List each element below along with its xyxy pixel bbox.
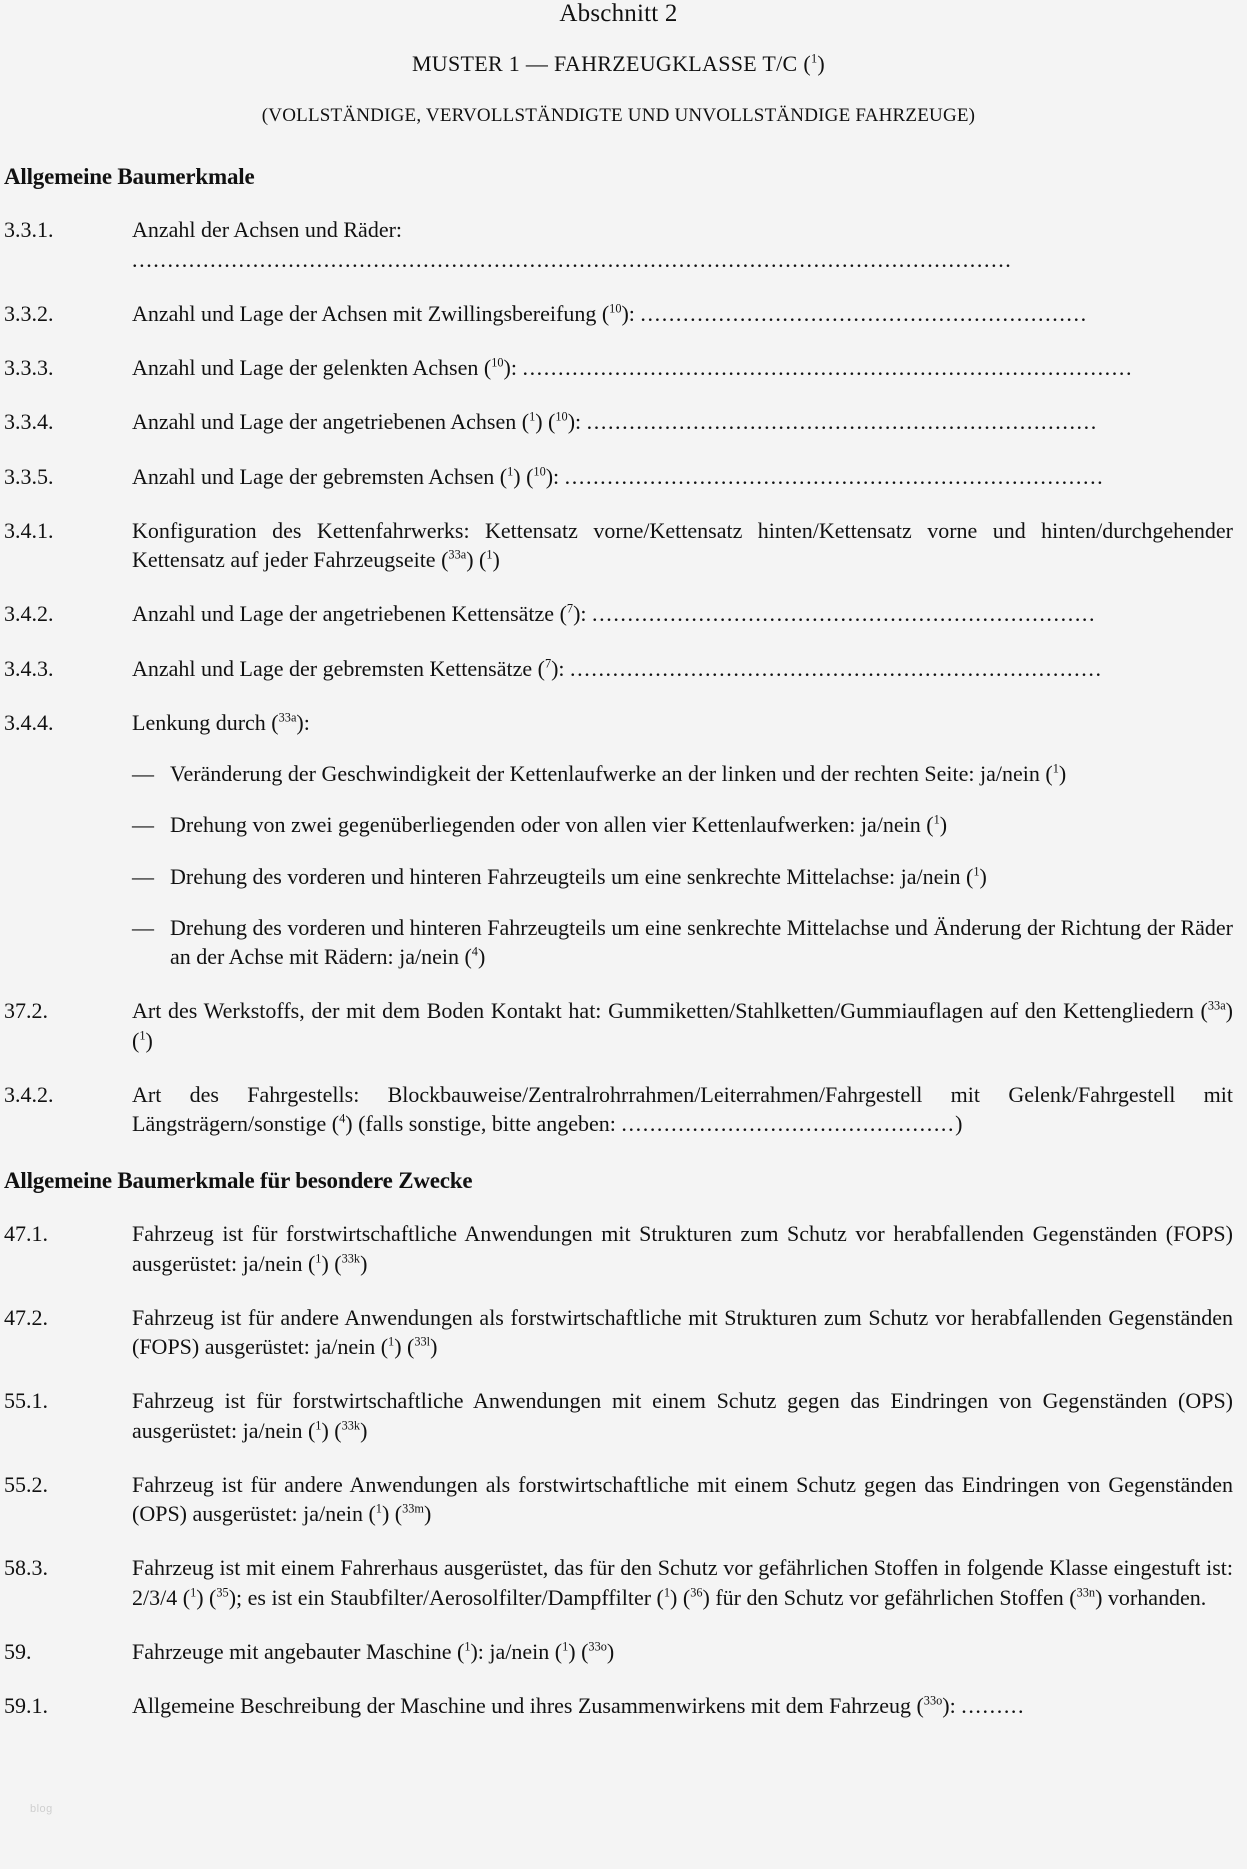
item-label-cont: ) ( [321, 1417, 342, 1443]
item-3-3-2 [4, 299, 1233, 328]
item-text [132, 1553, 1233, 1612]
item-47-1 [4, 1219, 1233, 1278]
item-label-cont3: ) [606, 1638, 615, 1664]
footnote-ref-2: 10 [533, 464, 546, 479]
item-3-3-1 [4, 215, 1233, 274]
footnote-ref: 33a [278, 710, 297, 725]
footnote-ref: 33o [923, 1693, 943, 1708]
page-watermark: blog [30, 1803, 53, 1815]
item-label: Fahrzeug ist für andere Anwendungen als forstwirtschaftliche mit einem Schutz gegen das Eindringen von Gegenständen (OPS) ausgerüstet: ja/nein ( [132, 1471, 1233, 1526]
item-58-3 [4, 1553, 1233, 1612]
leader-dots: ........................................................................... [570, 655, 1103, 681]
item-59-1 [4, 1691, 1233, 1720]
footnote-ref: 10 [609, 301, 622, 316]
item-3-3-3 [4, 353, 1233, 382]
item-text [132, 215, 1233, 274]
heading-general-construction: Allgemeine Baumerkmale [4, 164, 255, 190]
item-number: 37.2. [4, 998, 48, 1024]
item-text [132, 353, 1233, 382]
item-text [132, 1691, 1233, 1720]
item-number: 3.4.4. [4, 709, 54, 735]
item-label: Anzahl und Lage der angetriebenen Kettensätze ( [132, 601, 567, 627]
item-text [132, 996, 1233, 1055]
footnote-ref-2: 33l [414, 1334, 431, 1349]
leader-dots: ......... [961, 1693, 1026, 1718]
item-label-cont2: ) [360, 1417, 368, 1443]
item-label-cont: ) ( [381, 1501, 403, 1526]
item-label-cont: ) ( [535, 409, 556, 435]
item-3-4-1 [4, 516, 1233, 575]
item-label-cont3: ) ( [670, 1584, 691, 1610]
item-label: Fahrzeuge mit angebauter Maschine ( [132, 1638, 465, 1664]
item-label-cont2: ) [360, 1250, 368, 1276]
item-3-3-4 [4, 407, 1233, 436]
list-item [132, 862, 1233, 891]
item-label-cont: ) ( [513, 463, 534, 489]
model-title-close: ) [817, 51, 826, 77]
footnote-ref: 1 [315, 1418, 322, 1433]
footnote-ref-2: 1 [486, 547, 493, 562]
item-label-cont: ) ( [321, 1250, 342, 1276]
item-label: Fahrzeug ist für forstwirtschaftliche Anwendungen mit einem Schutz gegen das Eindringen von Gegenständen (OPS) ausgerüstet: ja/nein ( [132, 1388, 1233, 1443]
leader-dots: ............................................................................................................................ [132, 246, 1013, 272]
item-text [132, 1637, 1233, 1666]
item-number: 3.3.3. [4, 355, 54, 380]
item-label-cont: ) ( [132, 998, 1233, 1053]
footnote-ref-3: 33o [588, 1639, 607, 1654]
model-title-footnote-ref: 1 [810, 51, 818, 66]
item-label-cont: ): ja/nein ( [470, 1638, 563, 1664]
item-number: 3.3.4. [4, 409, 54, 435]
item-number: 3.3.2. [4, 300, 54, 326]
item-number: 3.4.3. [4, 655, 54, 681]
item-label: Fahrzeug ist mit einem Fahrerhaus ausgerüstet, das für den Schutz vor gefährlichen Stoffen in folgende Klasse eingestuft ist: 2/3/4 ( [132, 1555, 1233, 1610]
item-number: 59.1. [4, 1693, 48, 1718]
item-label-cont: ) ( [394, 1334, 415, 1359]
item-label: Fahrzeug ist für forstwirtschaftliche Anwendungen mit Strukturen zum Schutz vor herabfallenden Gegenständen (FOPS) ausgerüstet: ja/nein ( [132, 1221, 1233, 1276]
item-label-cont2: ): [545, 463, 565, 489]
item-number: 3.4.2. [4, 601, 54, 627]
item-label-cont: ): [503, 355, 523, 380]
item-label-cont2: ) [430, 1334, 438, 1359]
list-item-label-cont: ) [939, 812, 948, 838]
item-55-2 [4, 1470, 1233, 1529]
item-text [132, 708, 1233, 972]
list-item-label-cont: ) [477, 944, 486, 969]
item-label: Fahrzeug ist für andere Anwendungen als forstwirtschaftliche mit Strukturen zum Schutz vor herabfallenden Gegenständen (FOPS) ausgerüstet: ja/nein ( [132, 1304, 1233, 1359]
leader-dots: ........................................................................ [586, 409, 1098, 435]
leader-dots: ............................................... [621, 1111, 956, 1136]
item-label-cont: ): [296, 709, 310, 735]
item-number: 3.4.2. [4, 1081, 54, 1107]
item-label: Anzahl und Lage der gebremsten Achsen ( [132, 463, 508, 489]
em-dash-bullet-icon: — [132, 863, 154, 889]
item-label-cont4: ) für den Schutz vor gefährlichen Stoffen ( [702, 1584, 1077, 1610]
scope-subtitle: (VOLLSTÄNDIGE, VERVOLLSTÄNDIGTE UND UNVOLLSTÄNDIGE FAHRZEUGE) [261, 105, 976, 127]
footnote-ref-2: 1 [139, 1028, 146, 1043]
item-text [132, 462, 1233, 491]
footnote-ref-2: 1 [562, 1639, 569, 1654]
footnote-ref-2: 33m [402, 1501, 424, 1516]
model-title-text: MUSTER 1 — FAHRZEUGKLASSE T/C ( [411, 51, 811, 77]
item-label-cont: ): [551, 655, 571, 681]
footnote-ref: 1 [973, 864, 980, 879]
footnote-ref: 7 [566, 601, 574, 616]
item-3-4-2-chassis [4, 1080, 1233, 1139]
leader-dots: ....................................................................... [592, 601, 1097, 627]
item-label-cont: ) ( [196, 1584, 217, 1610]
footnote-ref: 33a [448, 547, 467, 562]
section-label: Abschnitt 2 [559, 0, 678, 27]
footnote-ref: 33a [1207, 998, 1226, 1013]
item-label-cont2: ) ( [568, 1638, 589, 1664]
item-text [132, 654, 1233, 683]
item-text [132, 1219, 1233, 1278]
item-3-3-5 [4, 462, 1233, 491]
item-number: 47.1. [4, 1221, 48, 1247]
item-label: Anzahl und Lage der Achsen mit Zwillingsbereifung ( [132, 300, 610, 326]
steering-options-list [132, 759, 1233, 971]
item-label-cont: ): [942, 1693, 962, 1718]
item-label-cont: ) ( [466, 547, 487, 572]
item-label-cont2: ): [567, 409, 587, 435]
item-label: Anzahl der Achsen und Räder: [132, 217, 403, 243]
item-3-4-4 [4, 708, 1233, 972]
em-dash-bullet-icon: — [132, 761, 154, 786]
item-text [132, 407, 1233, 436]
item-47-2 [4, 1303, 1233, 1362]
footnote-ref: 4 [471, 944, 478, 959]
footnote-ref: 1 [315, 1251, 322, 1266]
item-label-cont: ) (falls sonstige, bitte angeben: [345, 1111, 622, 1136]
item-text [132, 1470, 1233, 1529]
item-label-cont2: ) [492, 547, 500, 572]
item-label: Anzahl und Lage der gelenkten Achsen ( [132, 355, 492, 380]
list-item-label: Drehung des vorderen und hinteren Fahrzeugteils um eine senkrechte Mittelachse: ja/nein ( [170, 863, 974, 889]
footnote-ref-3: 1 [663, 1585, 671, 1600]
footnote-ref-2: 10 [555, 409, 568, 424]
item-text [132, 516, 1233, 575]
item-number: 55.2. [4, 1471, 48, 1497]
item-label: Anzahl und Lage der gebremsten Kettensätze ( [132, 655, 545, 681]
list-item [132, 810, 1233, 839]
item-label-cont2: ) [145, 1027, 153, 1053]
item-text [132, 299, 1233, 328]
item-label: Anzahl und Lage der angetriebenen Achsen ( [132, 409, 530, 435]
footnote-ref: 1 [375, 1501, 382, 1516]
list-item-label-cont: ) [979, 863, 987, 889]
footnote-ref: 1 [507, 464, 514, 479]
list-item-label: Drehung von zwei gegenüberliegenden oder von allen vier Kettenlaufwerken: ja/nein ( [170, 812, 934, 838]
item-37-2 [4, 996, 1233, 1055]
item-3-4-3 [4, 654, 1233, 683]
list-item-label-cont: ) [1058, 761, 1067, 786]
item-label-cont: ): [621, 300, 641, 326]
footnote-ref: 10 [491, 355, 504, 370]
em-dash-bullet-icon: — [132, 812, 154, 838]
item-label: Art des Werkstoffs, der mit dem Boden Kontakt hat: Gummiketten/Stahlketten/Gummiauflagen auf den Kettengliedern ( [132, 998, 1208, 1024]
item-label: Art des Fahrgestells: Blockbauweise/Zentralrohrrahmen/Leiterrahmen/Fahrgestell mit Gelenk/Fahrgestell mit Längsträgern/sonstige ( [132, 1081, 1233, 1136]
item-label: Allgemeine Beschreibung der Maschine und ihres Zusammenwirkens mit dem Fahrzeug ( [132, 1693, 924, 1718]
leader-dots: ............................................................... [640, 300, 1088, 326]
list-item-text [170, 862, 1233, 891]
footnote-ref: 1 [190, 1585, 197, 1600]
item-label-cont2: ); es ist ein Staubfilter/Aerosolfilter/Dampffilter ( [228, 1584, 664, 1610]
item-text [132, 1303, 1233, 1362]
leader-dots: ...................................................................................... [522, 355, 1134, 380]
document-header [4, 0, 1233, 127]
item-label-cont2: ) [424, 1501, 432, 1526]
item-number: 3.3.5. [4, 463, 54, 489]
item-label-cont5: ) vorhanden. [1095, 1584, 1207, 1610]
footnote-ref: 1 [933, 812, 940, 827]
footnote-ref-5: 33n [1076, 1585, 1096, 1600]
item-number: 3.4.1. [4, 517, 54, 543]
list-item-text [170, 810, 1233, 839]
item-text [132, 1080, 1233, 1139]
item-label-cont2: ) [955, 1111, 963, 1136]
footnote-ref: 7 [544, 656, 552, 671]
em-dash-bullet-icon: — [132, 914, 154, 940]
footnote-ref: 1 [464, 1639, 471, 1654]
list-item [132, 759, 1233, 788]
item-label: Lenkung durch ( [132, 709, 279, 735]
footnote-ref-2: 35 [216, 1585, 229, 1600]
item-number: 55.1. [4, 1388, 48, 1414]
list-item [132, 913, 1233, 972]
item-number: 58.3. [4, 1555, 48, 1581]
item-3-4-2 [4, 599, 1233, 628]
item-59 [4, 1637, 1233, 1666]
footnote-ref-2: 33k [341, 1251, 361, 1266]
footnote-ref: 1 [388, 1334, 395, 1349]
item-label-cont: ): [573, 601, 593, 627]
footnote-ref-4: 36 [690, 1585, 703, 1600]
list-item-text [170, 759, 1233, 788]
item-text [132, 1386, 1233, 1445]
heading-special-purpose-construction: Allgemeine Baumerkmale für besondere Zwecke [4, 1168, 473, 1194]
item-number: 47.2. [4, 1304, 48, 1330]
item-number: 3.3.1. [4, 217, 54, 243]
footnote-ref: 1 [529, 409, 536, 424]
footnote-ref: 1 [1052, 761, 1059, 776]
item-text [132, 599, 1233, 628]
item-label: Konfiguration des Kettenfahrwerks: Kettensatz vorne/Kettensatz hinten/Kettensatz vorne und hinten/durchgehender Kettensatz auf jeder Fahrzeugseite ( [132, 517, 1233, 572]
leader-dots: ............................................................................ [564, 463, 1105, 489]
footnote-ref-2: 33k [341, 1418, 361, 1433]
list-item-label: Drehung des vorderen und hinteren Fahrzeugteils um eine senkrechte Mittelachse und Änderung der Richtung der Räder an der Achse mit Rädern: ja/nein ( [170, 914, 1233, 969]
model-title [4, 51, 1233, 77]
item-number: 59. [4, 1638, 32, 1664]
list-item-label: Veränderung der Geschwindigkeit der Kettenlaufwerke an der linken und der rechten Seite: ja/nein ( [170, 761, 1053, 786]
list-item-text [170, 913, 1233, 972]
footnote-ref: 4 [339, 1111, 346, 1126]
item-55-1 [4, 1386, 1233, 1445]
